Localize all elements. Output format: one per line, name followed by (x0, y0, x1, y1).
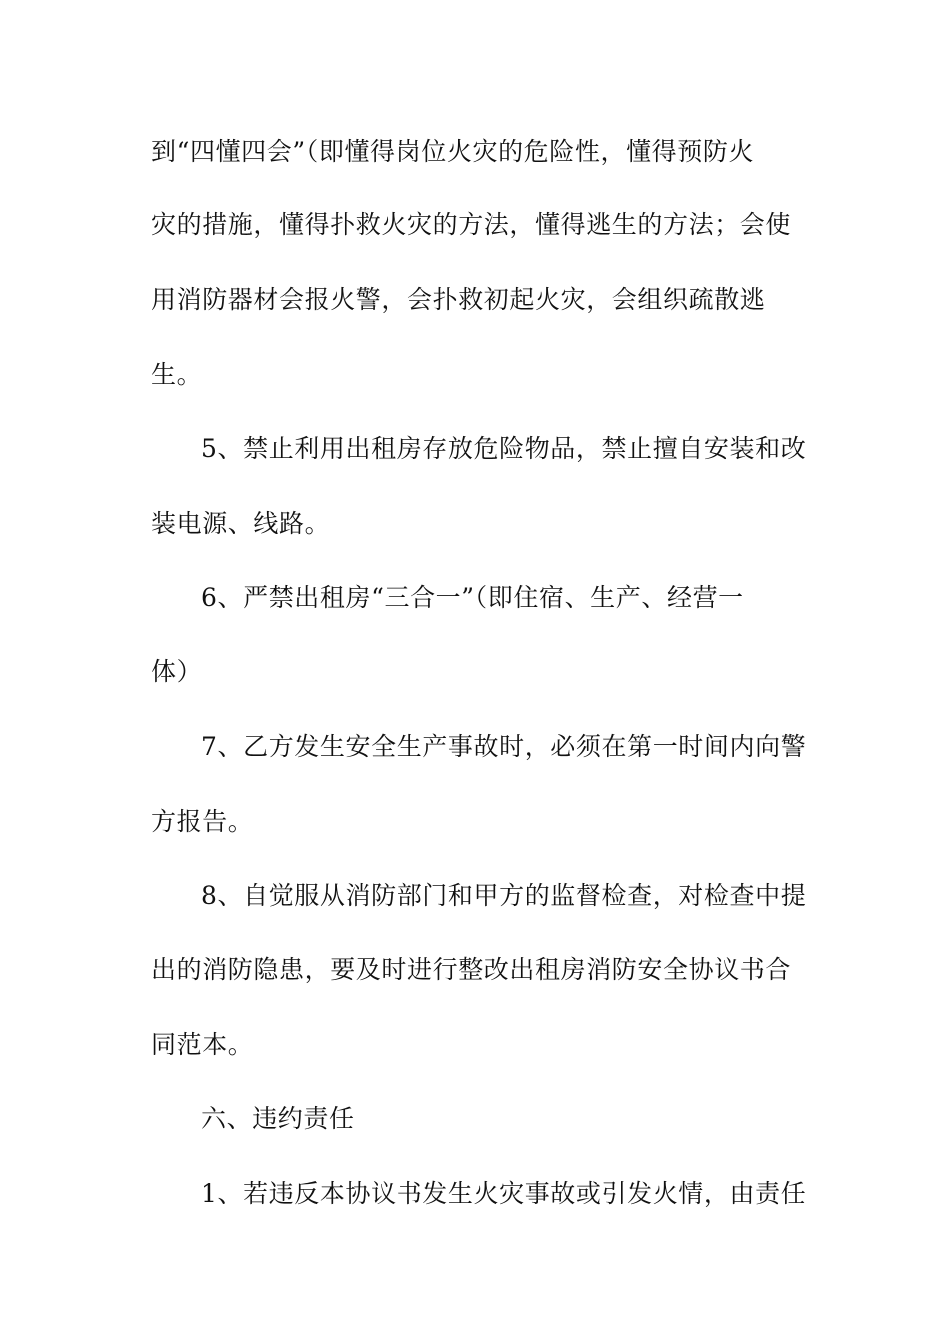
text-line: 用消防器材会报火警，会扑救初起火灾，会组织疏散逃 (151, 285, 766, 314)
text-line: 到“四懂四会”（即懂得岗位火灾的危险性，懂得预防火 (151, 137, 755, 166)
text-line: 灾的措施，懂得扑救火灾的方法，懂得逃生的方法；会使 (151, 210, 792, 239)
paragraph-7-start: 7、乙方发生安全生产事故时，必须在第一时间内向警 (201, 732, 807, 761)
paragraph-8-start: 8、自觉服从消防部门和甲方的监督检查，对检查中提 (201, 881, 807, 910)
text-line: 体） (151, 657, 203, 686)
text-line: 生。 (151, 360, 203, 389)
paragraph-6-start: 6、严禁出租房“三合一”（即住宿、生产、经营一 (201, 583, 744, 612)
text-line: 装电源、线路。 (151, 509, 331, 538)
section-heading-breach-liability: 六、违约责任 (201, 1104, 355, 1133)
paragraph-5-start: 5、禁止利用出租房存放危险物品，禁止擅自安装和改 (201, 434, 807, 463)
text-line: 出的消防隐患，要及时进行整改出租房消防安全协议书合 (151, 955, 792, 984)
paragraph-1-start: 1、若违反本协议书发生火灾事故或引发火情，由责任 (201, 1179, 807, 1208)
text-line: 方报告。 (151, 807, 254, 836)
text-line: 同范本。 (151, 1030, 254, 1059)
